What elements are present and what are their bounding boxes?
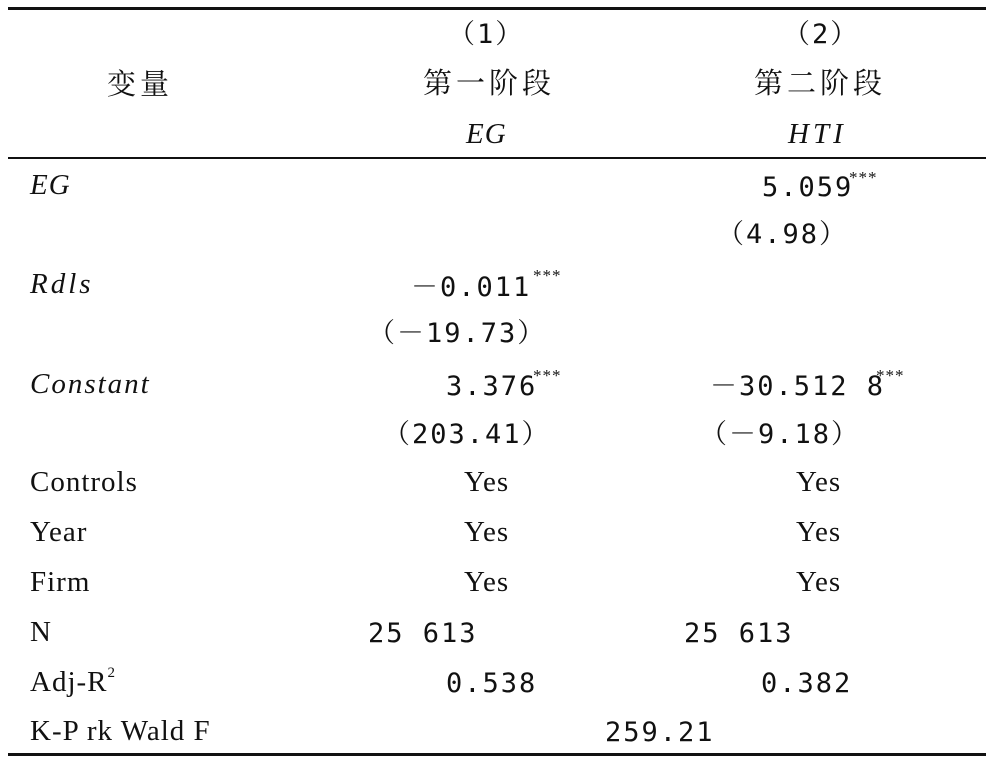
constant-col1-stars: ***: [533, 366, 562, 385]
header-col2-number: （2）: [783, 19, 860, 50]
header-rule: [8, 157, 986, 159]
row-label-year: Year: [30, 516, 88, 548]
row-label-constant: Constant: [30, 368, 151, 400]
constant-col2-coef: －30.512 8: [710, 371, 886, 402]
row-label-kp-wald-f: K-P rk Wald F: [30, 715, 211, 747]
year-col2: Yes: [796, 516, 842, 548]
constant-col2-tstat: （－9.18）: [700, 419, 861, 450]
n-col1: 25 613: [368, 618, 478, 649]
constant-col1-tstat: （203.41）: [383, 419, 551, 450]
top-rule: [8, 7, 986, 10]
header-col1-stage: 第一阶段: [423, 66, 556, 100]
adj-r2-base: Adj-R: [30, 666, 108, 698]
n-col2: 25 613: [684, 618, 794, 649]
adj-r2-superscript: 2: [107, 665, 116, 681]
row-label-controls: Controls: [30, 466, 138, 498]
eg-col2-stars: ***: [849, 168, 878, 187]
adj-r2-col2: 0.382: [761, 668, 853, 699]
row-label-rdls: Rdls: [30, 268, 94, 300]
controls-col1: Yes: [464, 466, 510, 498]
rdls-col1-stars: ***: [533, 266, 562, 285]
rdls-col1-tstat: （－19.73）: [368, 318, 547, 349]
constant-col1-coef: 3.376: [446, 371, 538, 402]
row-label-firm: Firm: [30, 566, 91, 598]
rdls-col1-coef: －0.011: [411, 272, 532, 303]
controls-col2: Yes: [796, 466, 842, 498]
row-label-adj-r2: [30, 665, 116, 698]
firm-col2: Yes: [796, 566, 842, 598]
header-col2-dependent: HTI: [788, 118, 847, 150]
header-variable-label: 变量: [107, 67, 174, 101]
firm-col1: Yes: [464, 566, 510, 598]
year-col1: Yes: [464, 516, 510, 548]
header-col1-dependent: EG: [466, 118, 507, 150]
row-label-n: N: [30, 616, 52, 648]
row-label-eg: EG: [30, 169, 71, 201]
adj-r2-col1: 0.538: [446, 668, 538, 699]
constant-col2-stars: ***: [876, 366, 905, 385]
kp-wald-f-value: 259.21: [605, 717, 715, 748]
header-col1-number: （1）: [448, 19, 525, 50]
eg-col2-coef: 5.059: [762, 172, 854, 203]
header-col2-stage: 第二阶段: [754, 66, 887, 100]
bottom-rule: [8, 753, 986, 756]
eg-col2-tstat: （4.98）: [717, 219, 849, 250]
